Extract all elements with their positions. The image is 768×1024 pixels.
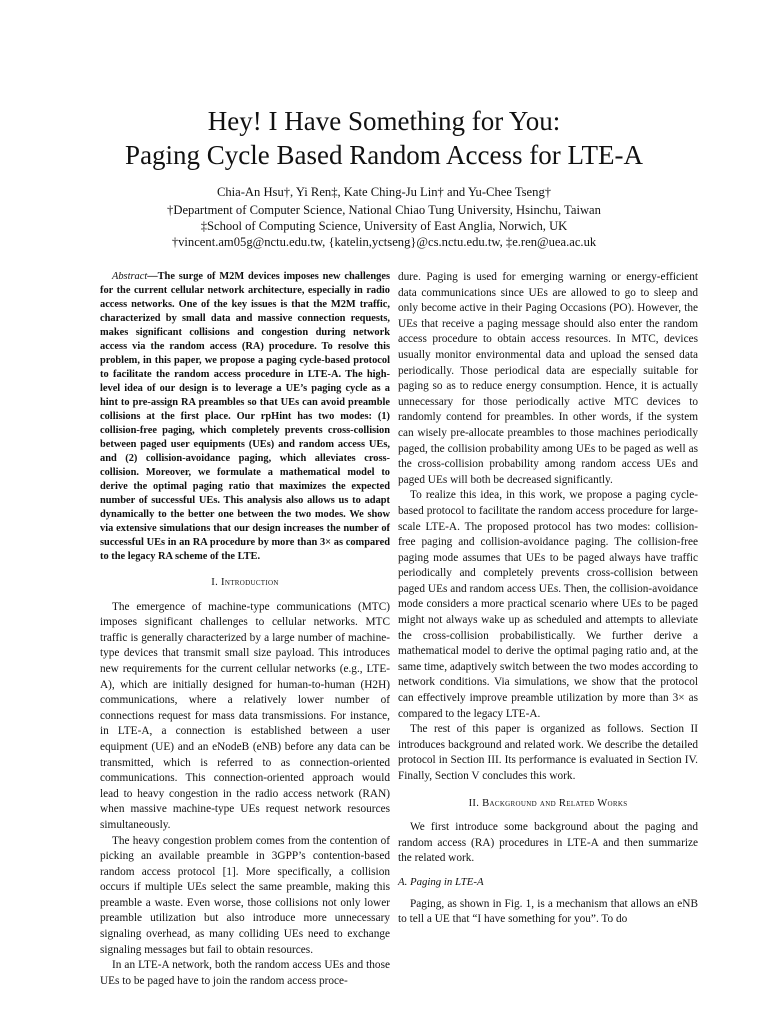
intro-paragraph-5: The rest of this paper is organized as follows. Section II introduces background and related work. We describe the detailed protocol in Section III. Its performance is evaluated in Section IV. Finally, Section V concludes this work. [398,723,698,782]
author-emails: †vincent.am05g@nctu.edu.tw, {katelin,yctseng}@cs.nctu.edu.tw, ‡e.ren@uea.ac.uk [171,235,597,249]
abstract [100,270,390,564]
left-column [100,270,390,989]
intro-paragraph-1: The emergence of machine-type communications (MTC) imposes significant challenges to cellular networks. MTC traffic is generally characterized by a large number of machine-type devices that transmit small size payload. This introduces new requirements for the current cellular networks (e.g., LTE-A), which are initially designed for human-to-human (H2H) communications, where a relatively lower number of connections request for mass data transmissions. For instance, in LTE-A, a connection is established between a user equipment (UE) and an eNodeB (eNB) before any data can be transmitted, which is referred to as connection-oriented communications. This connection-oriented approach would lead to heavy congestion in the radio access network (RAN) when massive machine-type UEs request network resources simultaneously. [100,600,390,831]
intro-paragraph-3-start: In an LTE-A network, both the random access UEs and those UEs to be paged have to join the random access proce- [100,959,390,987]
subsection-heading-paging: A. Paging in LTE-A [398,875,484,888]
intro-paragraph-4: To realize this idea, in this work, we propose a paging cycle-based protocol to facilitate the random access procedure for large-scale LTE-A. The proposed protocol has two modes: collision-free paging and collision-avoidance paging. The collision-free paging mode assumes that UEs to be paged always have traffic periodically and completely prevents cross-collision between paged UEs and random access UEs. Then, the collision-avoidance mode considers a more practical scenario where UEs to be paged might not always wake up as scheduled and attempts to alleviate the cross-collision probabilistically. We further derive a mathematical model to derive the optimal paging ratio and, at the same time, adaptively switch between the two modes according to network conditions. Via simulations, we show that the protocol can effectively improve preamble utilization by more than 3× as compared to the legacy LTE-A. [398,489,698,720]
intro-paragraph-3-cont: dure. Paging is used for emerging warning or energy-efficient data communications since UEs are allowed to go to sleep and only become active in their Paging Occasions (PO). However, the UEs that receive a paging message should also enter the random access procedure to obtain access resources. In MTC, devices usually monitor environmental data and upload the sensed data periodically. Those periodical data are especially suitable for paging so as to reduce energy consumption. Hence, it is actually unnecessary for those periodically active MTC devices to randomly contend for preambles. In other words, if the system can wisely pre-allocate preambles to those machines periodically paged, the collision probability among UEs to be paged as well as the cross-collision probability among random access UEs and paged UEs will both be decreased significantly. [398,271,698,486]
intro-paragraph-2: The heavy congestion problem comes from the contention of picking an available preamble in 3GPP’s contention-based random access protocol [1]. More specifically, a collision occurs if multiple UEs select the same preamble, making this preamble a waste. Even worse, those collisions not only lower preamble utilization but also introduce more unnecessary signaling overhead, as many colliding UEs need to exchange signaling messages but fail to obtain resources. [100,834,390,956]
paging-paragraph-1: Paging, as shown in Fig. 1, is a mechanism that allows an eNB to tell a UE that “I have something for you”. To do [398,897,698,926]
abstract-label: Abstract [112,271,148,282]
affiliation-nctu: †Department of Computer Science, National Chiao Tung University, Hsinchu, Taiwan [167,203,601,217]
right-column [398,270,698,928]
background-paragraph-1: We first introduce some background about the paging and random access (RA) procedures in LTE-A and then summarize the related work. [398,821,698,865]
paper-title-line-1: Hey! I Have Something for You: [207,106,561,136]
author-list: Chia-An Hsu†, Yi Ren‡, Kate Ching-Ju Lin† and Yu-Chee Tseng† [216,185,552,199]
affiliation-uea: ‡School of Computing Science, University of East Anglia, Norwich, UK [200,219,568,233]
abstract-text: —The surge of M2M devices imposes new challenges for the current cellular network architecture, especially in radio access networks. One of the key issues is that the M2M traffic, characterized by small data and massive connection requests, makes significant collisions and congestion during network access via the random access (RA) procedure. To resolve this problem, in this paper, we propose a paging cycle-based protocol to facilitate the random access procedure in LTE-A. The high-level idea of our design is to leverage a UE’s paging cycle as a hint to pre-assign RA preambles so that UEs can avoid preamble collisions at the first place. Our rpHint has two modes: (1) collision-free paging, which completely prevents cross-collision between paged user equipments (UEs) and random access UEs, and (2) collision-avoidance paging, which alleviates cross-collision. Moreover, we formulate a mathematical model to derive the optimal paging ratio that maximizes the expected number of successful UEs. This analysis also allows us to adapt dynamically to the better one between the two modes. We show via extensive simulations that our design increases the number of successful UEs in an RA procedure by more than 3× as compared to the legacy RA scheme of the LTE. [100,271,390,562]
intro-paragraph [100,600,390,990]
section-heading-background: II. Background and Related Works [468,797,628,809]
paper-title-line-2: Paging Cycle Based Random Access for LTE-A [125,140,643,170]
section-heading-introduction: I. Introduction [211,577,279,588]
